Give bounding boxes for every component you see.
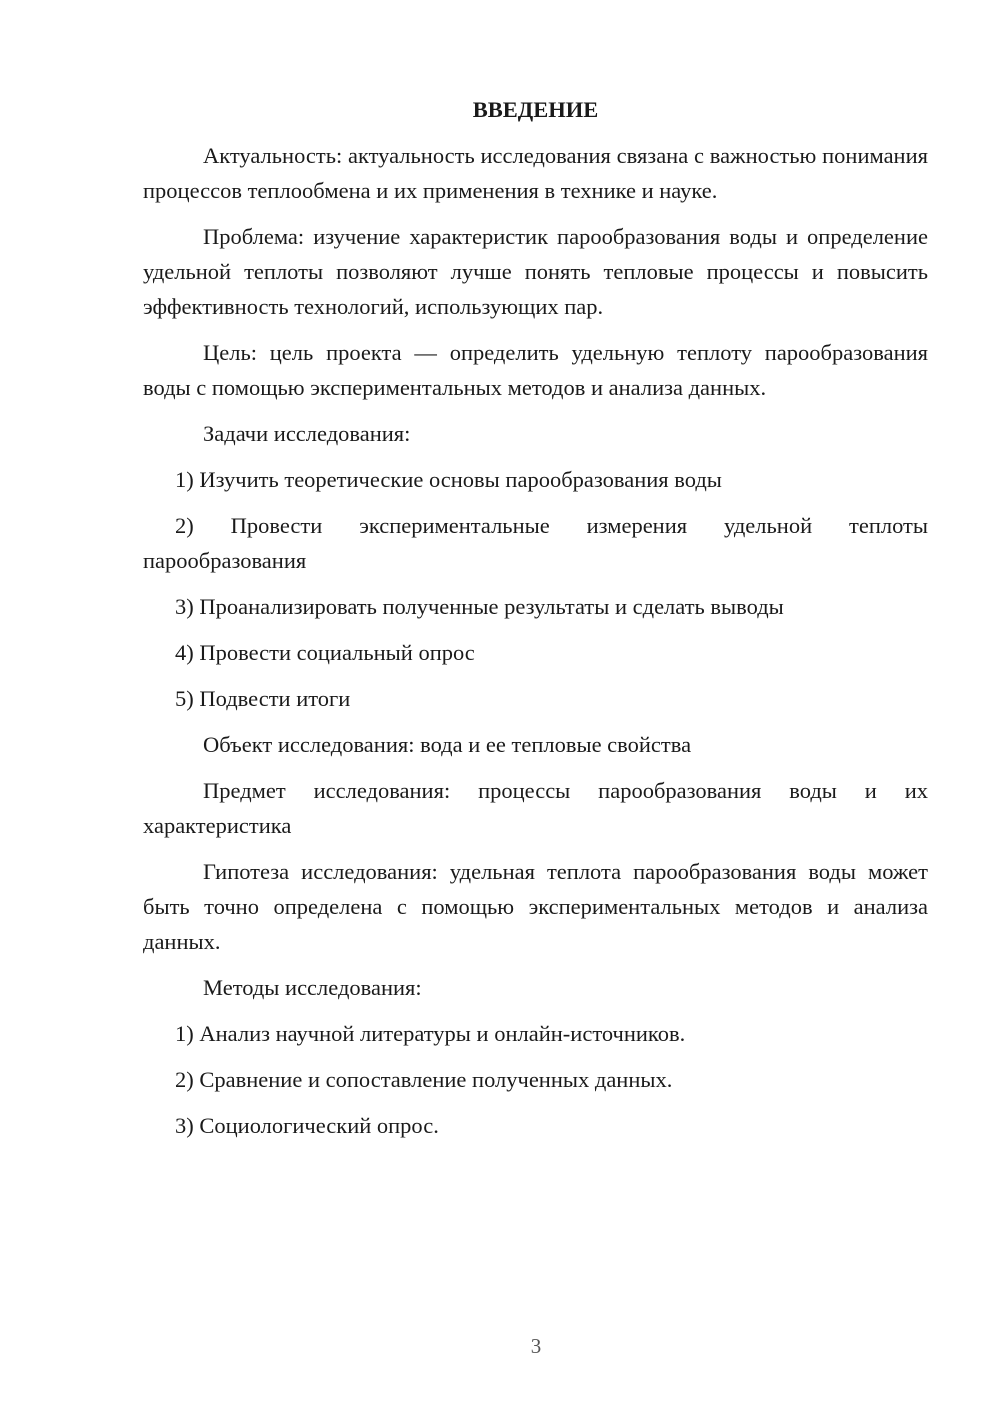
problem-paragraph: Проблема: изучение характеристик парообразования воды и определение удельной теплоты позволяют лучше понять тепловые процессы и повысить эффективность технологий, использующих пар. bbox=[143, 224, 928, 319]
list-item: 2) Сравнение и сопоставление полученных данных. bbox=[175, 1067, 673, 1092]
tasks-title: Задачи исследования: bbox=[203, 421, 411, 446]
page-content bbox=[143, 92, 928, 1154]
list-item: 1) Изучить теоретические основы парообразования воды bbox=[175, 467, 722, 492]
page-number: 3 bbox=[530, 1334, 542, 1358]
list-item: 3) Проанализировать полученные результаты и сделать выводы bbox=[175, 594, 784, 619]
list-item: 1) Анализ научной литературы и онлайн-источников. bbox=[175, 1021, 686, 1046]
methods-title: Методы исследования: bbox=[203, 975, 422, 1000]
tasks-list bbox=[143, 462, 928, 716]
subject-paragraph: Предмет исследования: процессы парообразования воды и их характеристика bbox=[143, 778, 928, 838]
object-paragraph: Объект исследования: вода и ее тепловые свойства bbox=[203, 732, 692, 757]
relevance-paragraph: Актуальность: актуальность исследования связана с важностью понимания процессов теплообмена и их применения в технике и науке. bbox=[143, 143, 928, 203]
list-item: 3) Социологический опрос. bbox=[175, 1113, 439, 1138]
list-item: 2) Провести экспериментальные измерения удельной теплоты парообразования bbox=[143, 513, 928, 573]
section-heading: ВВЕДЕНИЕ bbox=[472, 97, 599, 122]
list-item: 4) Провести социальный опрос bbox=[175, 640, 475, 665]
methods-list bbox=[143, 1016, 928, 1143]
hypothesis-paragraph: Гипотеза исследования: удельная теплота парообразования воды может быть точно определена с помощью экспериментальных методов и анализа данных. bbox=[143, 859, 928, 954]
list-item: 5) Подвести итоги bbox=[175, 686, 351, 711]
goal-paragraph: Цель: цель проекта — определить удельную теплоту парообразования воды с помощью экспериментальных методов и анализа данных. bbox=[143, 340, 928, 400]
